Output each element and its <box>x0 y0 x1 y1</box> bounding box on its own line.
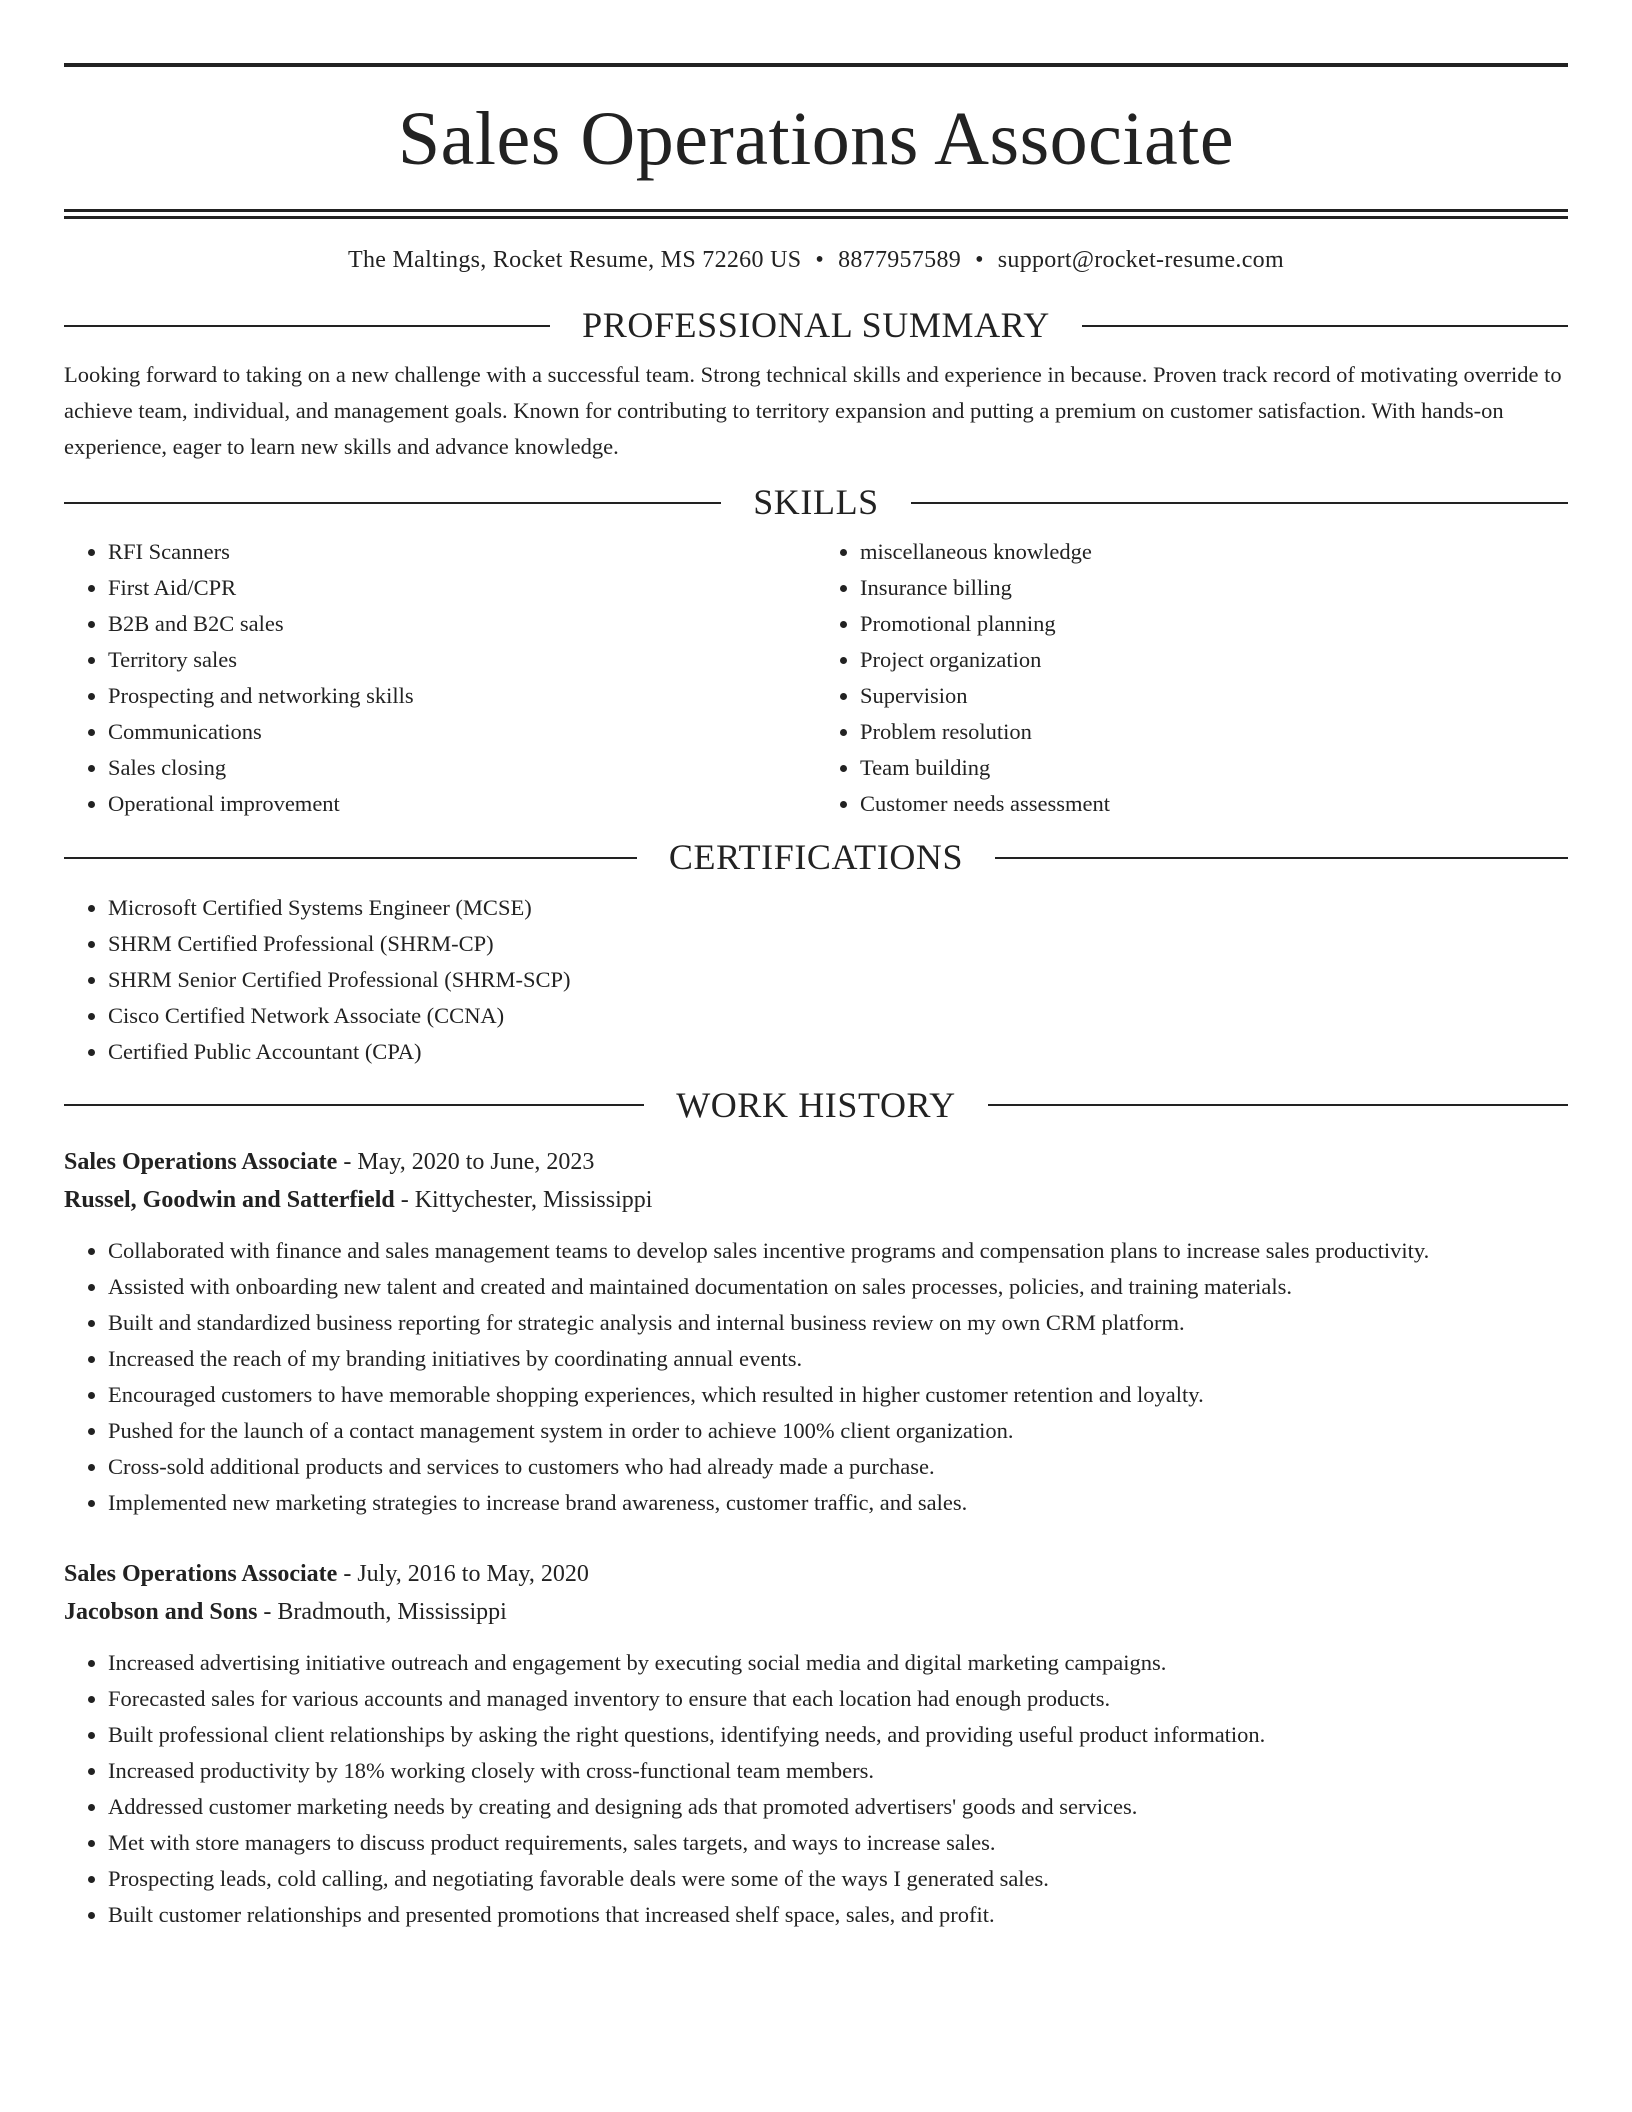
job-bullet: • Prospecting leads, cold calling, and negotiating favorable deals were some of the ways I generated sales. <box>108 1861 1568 1897</box>
contact-phone: 8877957589 <box>838 247 962 273</box>
skill-item: • Prospecting and networking skills <box>108 678 816 714</box>
heading-rule <box>64 1104 644 1106</box>
job-bullet: • Cross-sold additional products and services to customers who had already made a purchase. <box>108 1449 1568 1485</box>
job-company: Russel, Goodwin and Satterfield <box>64 1186 395 1213</box>
top-rule <box>64 63 1568 67</box>
contact-separator: • <box>975 247 984 273</box>
certifications-title: CERTIFICATIONS <box>668 837 964 878</box>
heading-rule <box>64 857 637 859</box>
job-role: Sales Operations Associate <box>64 1560 338 1587</box>
job-role-line <box>64 1143 1568 1181</box>
skill-item: • Sales closing <box>108 750 816 786</box>
skills-section-heading <box>64 481 1568 524</box>
job-bullet: • Implemented new marketing strategies to increase brand awareness, customer traffic, and sales. <box>108 1485 1568 1521</box>
contact-line <box>64 247 1568 274</box>
work-history-title: WORK HISTORY <box>676 1084 956 1125</box>
skills-title: SKILLS <box>753 482 879 523</box>
job-bullet: • Assisted with onboarding new talent and created and maintained documentation on sales processes, policies, and training materials. <box>108 1269 1568 1305</box>
job-bullet: • Encouraged customers to have memorable shopping experiences, which resulted in higher customer retention and loyalty. <box>108 1377 1568 1413</box>
job-bullet: • Pushed for the launch of a contact management system in order to achieve 100% client organization. <box>108 1413 1568 1449</box>
job-bullet: • Increased the reach of my branding initiatives by coordinating annual events. <box>108 1341 1568 1377</box>
job-bullet: • Addressed customer marketing needs by creating and designing ads that promoted advertisers' goods and services. <box>108 1789 1568 1825</box>
job-company: Jacobson and Sons <box>64 1598 258 1625</box>
job-bullet: • Met with store managers to discuss product requirements, sales targets, and ways to increase sales. <box>108 1825 1568 1861</box>
skill-item: • miscellaneous knowledge <box>860 534 1568 570</box>
skills-grid <box>64 534 1568 822</box>
skill-item: • Territory sales <box>108 642 816 678</box>
job-bullet: • Forecasted sales for various accounts and managed inventory to ensure that each location had enough products. <box>108 1681 1568 1717</box>
summary-title: PROFESSIONAL SUMMARY <box>582 305 1050 345</box>
certification-item: • Certified Public Accountant (CPA) <box>108 1034 1568 1070</box>
skill-item: • First Aid/CPR <box>108 570 816 606</box>
certification-item: • Microsoft Certified Systems Engineer (MCSE) <box>108 890 1568 926</box>
skill-item: • B2B and B2C sales <box>108 606 816 642</box>
skills-right-list <box>816 534 1568 822</box>
contact-address: The Maltings, Rocket Resume, MS 72260 US <box>348 247 802 273</box>
skill-item: • Project organization <box>860 642 1568 678</box>
resume-title: Sales Operations Associate <box>397 97 1235 181</box>
certifications-list <box>64 890 1568 1070</box>
job-location: - Bradmouth, Mississippi <box>257 1598 507 1625</box>
job-company-line <box>64 1593 1568 1631</box>
job-dates: - May, 2020 to June, 2023 <box>337 1148 595 1175</box>
heading-rule <box>988 1104 1568 1106</box>
job-dates: - July, 2016 to May, 2020 <box>337 1560 589 1587</box>
skill-item: • Operational improvement <box>108 786 816 822</box>
heading-rule <box>64 502 721 504</box>
skill-item: • Problem resolution <box>860 714 1568 750</box>
heading-rule <box>1082 325 1568 327</box>
title-double-rule <box>64 209 1568 219</box>
job-location: - Kittychester, Mississippi <box>394 1186 653 1213</box>
skill-item: • Communications <box>108 714 816 750</box>
work-history-section-heading <box>64 1084 1568 1127</box>
skill-item: • Insurance billing <box>860 570 1568 606</box>
summary-text: Looking forward to taking on a new challenge with a successful team. Strong technical skills and experience in because. Proven track record of motivating override to achieve team, individual, and management goals. Known for contributing to territory expansion and putting a premium on customer satisfaction. With hands-on experience, eager to learn new skills and advance knowledge. <box>64 362 1562 460</box>
skill-item: • Supervision <box>860 678 1568 714</box>
skill-item: • RFI Scanners <box>108 534 816 570</box>
skill-item: • Team building <box>860 750 1568 786</box>
job-company-line <box>64 1181 1568 1219</box>
job-bullet: • Built and standardized business reporting for strategic analysis and internal business review on my own CRM platform. <box>108 1305 1568 1341</box>
job-bullet: • Built professional client relationships by asking the right questions, identifying needs, and providing useful product information. <box>108 1717 1568 1753</box>
heading-rule <box>64 325 550 327</box>
certification-item: • Cisco Certified Network Associate (CCNA) <box>108 998 1568 1034</box>
job-role: Sales Operations Associate <box>64 1148 338 1175</box>
job-entry <box>64 1555 1568 1933</box>
job-bullets <box>64 1233 1568 1521</box>
heading-rule <box>911 502 1568 504</box>
job-bullet: • Built customer relationships and presented promotions that increased shelf space, sales, and profit. <box>108 1897 1568 1933</box>
contact-separator: • <box>815 247 825 273</box>
job-role-line <box>64 1555 1568 1593</box>
summary-section-heading <box>64 304 1568 347</box>
job-entry <box>64 1143 1568 1521</box>
contact-email: support@rocket-resume.com <box>997 247 1284 273</box>
skill-item: • Promotional planning <box>860 606 1568 642</box>
certifications-section-heading <box>64 836 1568 879</box>
resume-page <box>64 0 1568 1933</box>
job-bullet: • Increased productivity by 18% working closely with cross-functional team members. <box>108 1753 1568 1789</box>
skills-left-list <box>64 534 816 822</box>
heading-rule <box>995 857 1568 859</box>
job-bullet: • Increased advertising initiative outreach and engagement by executing social media and digital marketing campaigns. <box>108 1645 1568 1681</box>
certification-item: • SHRM Senior Certified Professional (SHRM-SCP) <box>108 962 1568 998</box>
skill-item: • Customer needs assessment <box>860 786 1568 822</box>
job-bullet: • Collaborated with finance and sales management teams to develop sales incentive programs and compensation plans to increase sales productivity. <box>108 1233 1568 1269</box>
job-bullets <box>64 1645 1568 1933</box>
certification-item: • SHRM Certified Professional (SHRM-CP) <box>108 926 1568 962</box>
